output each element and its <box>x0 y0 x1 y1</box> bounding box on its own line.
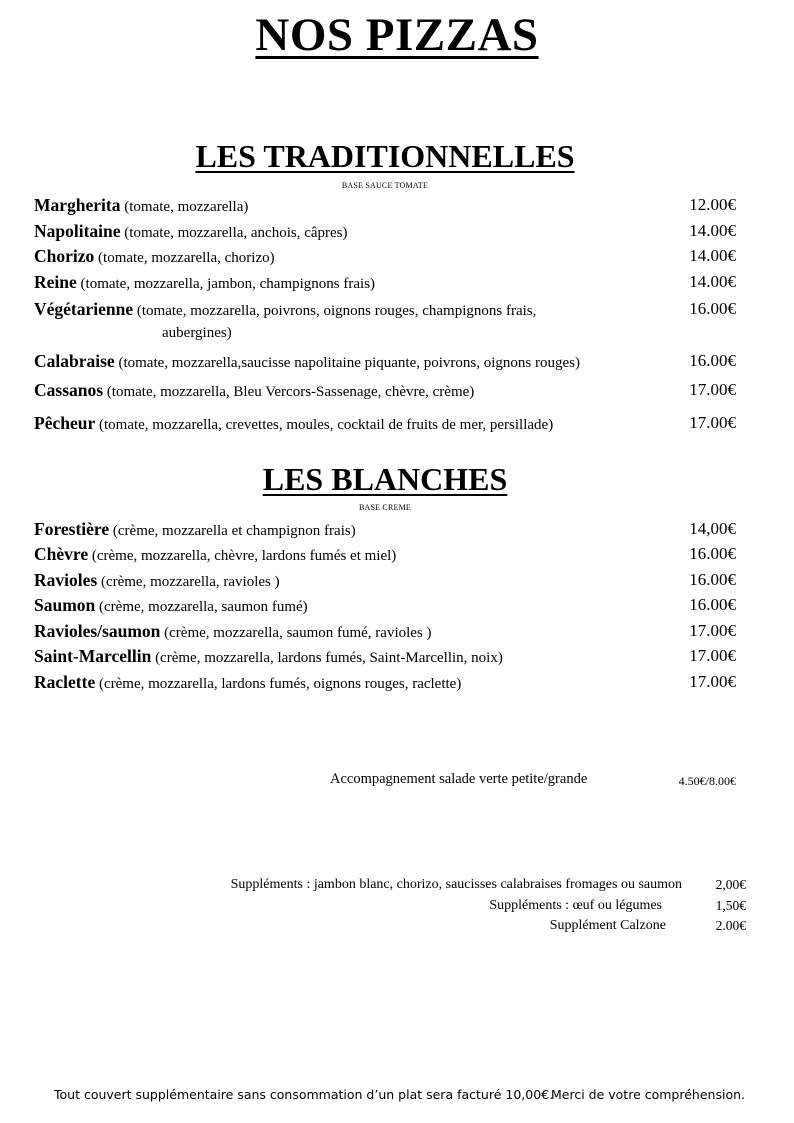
item-price: 16.00€ <box>689 299 736 318</box>
item-desc: (tomate, mozzarella, crevettes, moules, cocktail de fruits de mer, persillade) <box>98 417 554 433</box>
menu-item <box>34 594 308 618</box>
item-price: 12.00€ <box>689 195 736 214</box>
accompaniment-label: Accompagnement salade verte petite/grande <box>330 771 588 787</box>
menu-item <box>34 379 474 403</box>
item-name: Raclette <box>34 672 96 692</box>
item-desc: (tomate, mozzarella, chorizo) <box>98 250 275 266</box>
item-price: 16.00€ <box>689 351 736 370</box>
supplement-price: 2.00€ <box>715 918 746 933</box>
item-price: 17.00€ <box>689 646 736 665</box>
item-price: 17.00€ <box>689 413 736 432</box>
item-price: 14.00€ <box>689 246 736 265</box>
section-title-blanches: LES BLANCHES <box>262 461 508 497</box>
item-name: Ravioles <box>34 570 98 590</box>
item-name: Margherita <box>34 195 121 215</box>
item-desc: (crème, mozzarella, ravioles ) <box>100 574 280 590</box>
item-desc: (crème, mozzarella, saumon fumé, ravioles ) <box>164 625 432 641</box>
section-title-traditionnelles: LES TRADITIONNELLES <box>195 138 575 174</box>
page-title: NOS PIZZAS <box>255 9 539 61</box>
item-name: Chèvre <box>34 544 89 564</box>
item-price: 16.00€ <box>689 570 736 589</box>
item-desc: (crème, mozzarella et champignon frais) <box>112 523 356 539</box>
item-desc: (crème, mozzarella, saumon fumé) <box>99 599 308 615</box>
item-name: Saumon <box>34 595 96 615</box>
item-desc: (tomate, mozzarella, poivrons, oignons rouges, champignons frais, <box>136 303 537 319</box>
item-desc: (tomate, mozzarella) <box>124 199 249 215</box>
footer-note: Tout couvert supplémentaire sans consommation d’un plat sera facturé 10,00€. <box>54 1087 554 1102</box>
item-desc-continued: aubergines) <box>162 325 232 341</box>
menu-item <box>34 671 461 695</box>
menu-item <box>34 620 432 644</box>
item-price: 17.00€ <box>689 672 736 691</box>
item-name: Pêcheur <box>34 413 96 433</box>
item-name: Reine <box>34 272 77 292</box>
menu-item <box>34 645 503 669</box>
menu-item <box>34 518 356 542</box>
menu-item <box>34 350 580 374</box>
item-name: Cassanos <box>34 380 104 400</box>
item-desc: (crème, mozzarella, lardons fumés, oignons rouges, raclette) <box>98 676 462 692</box>
menu-item <box>34 569 280 593</box>
item-desc: (crème, mozzarella, lardons fumés, Saint-Marcellin, noix) <box>155 650 503 666</box>
item-desc: (crème, mozzarella, chèvre, lardons fumés et miel) <box>91 548 397 564</box>
section-subtitle-blanches: BASE CREME <box>358 503 411 512</box>
item-price: 16.00€ <box>689 544 736 563</box>
section-subtitle-traditionnelles: BASE SAUCE TOMATE <box>341 181 429 190</box>
item-price: 17.00€ <box>689 621 736 640</box>
footer-thanks: Merci de votre compréhension. <box>551 1087 745 1102</box>
accompaniment-price: 4.50€/8.00€ <box>678 774 736 788</box>
supplement-label: Suppléments : œuf ou légumes <box>489 898 662 913</box>
item-name: Forestière <box>34 519 110 539</box>
menu-item <box>34 271 375 295</box>
supplement-price: 2,00€ <box>715 877 746 892</box>
supplement-label: Suppléments : jambon blanc, chorizo, saucisses calabraises fromages ou saumon <box>230 877 682 892</box>
item-price: 16.00€ <box>689 595 736 614</box>
item-desc: (tomate, mozzarella, anchois, câpres) <box>124 225 348 241</box>
supplement-price: 1,50€ <box>715 898 746 913</box>
item-name: Saint-Marcellin <box>34 646 152 666</box>
item-price: 14.00€ <box>689 272 736 291</box>
menu-item <box>34 543 396 567</box>
item-desc: (tomate, mozzarella, jambon, champignons frais) <box>80 276 376 292</box>
item-name: Végétarienne <box>34 299 134 319</box>
item-name: Chorizo <box>34 246 95 266</box>
menu-item <box>34 220 348 244</box>
menu-item <box>34 298 536 344</box>
item-price: 14,00€ <box>689 519 736 538</box>
menu-item <box>34 412 553 436</box>
menu-item <box>34 245 275 269</box>
item-desc: (tomate, mozzarella, Bleu Vercors-Sassenage, chèvre, crème) <box>106 384 475 400</box>
item-price: 14.00€ <box>689 221 736 240</box>
item-desc: (tomate, mozzarella,saucisse napolitaine piquante, poivrons, oignons rouges) <box>118 355 580 371</box>
item-name: Napolitaine <box>34 221 121 241</box>
item-price: 17.00€ <box>689 380 736 399</box>
menu-item <box>34 194 248 218</box>
item-name: Ravioles/saumon <box>34 621 161 641</box>
supplement-label: Supplément Calzone <box>549 918 666 933</box>
item-name: Calabraise <box>34 351 115 371</box>
